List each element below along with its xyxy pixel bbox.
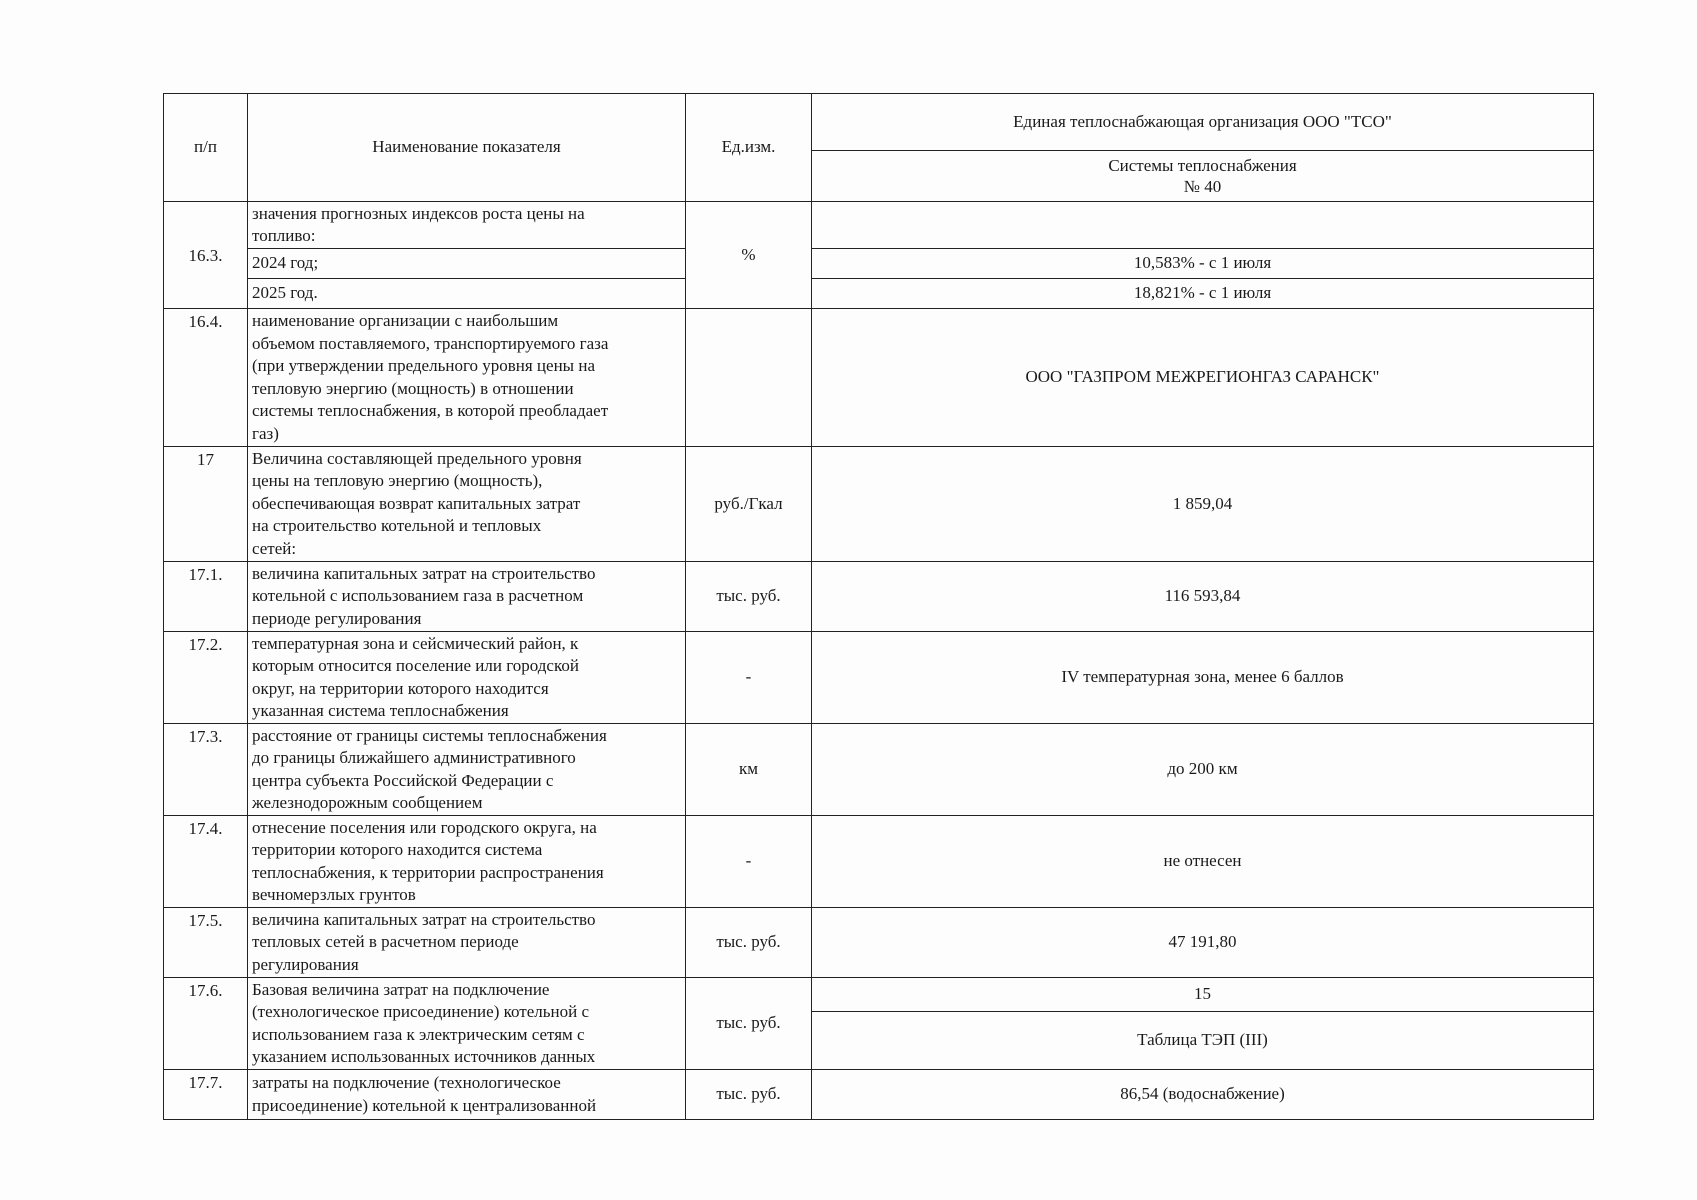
row-value: ООО "ГАЗПРОМ МЕЖРЕГИОНГАЗ САРАНСК" xyxy=(812,309,1594,447)
row-name-line: центра субъекта Российской Федерации с xyxy=(252,770,554,790)
table-row-17 xyxy=(164,447,1594,562)
row-num: 17.2. xyxy=(164,632,248,724)
row-unit: тыс. руб. xyxy=(686,1070,812,1120)
row-name-line: системы теплоснабжения, в которой преобладает xyxy=(252,401,609,420)
row-name-line: отнесение поселения или городского округа, на xyxy=(252,817,597,837)
row-name-line: газ) xyxy=(252,423,279,443)
row-value: 47 191,80 xyxy=(812,908,1594,978)
row-name-line: сетей: xyxy=(252,538,297,558)
row-name xyxy=(248,202,686,249)
table-row-16-3b xyxy=(164,249,1594,279)
row-num: 17.3. xyxy=(164,724,248,816)
header-name: Наименование показателя xyxy=(248,94,686,202)
row-num: 16.3. xyxy=(164,202,248,309)
row-name-line: указанная система теплоснабжения xyxy=(252,701,509,720)
row-name-line: затраты на подключение (технологическое xyxy=(252,1073,561,1092)
row-value: 86,54 (водоснабжение) xyxy=(812,1070,1594,1120)
row-name-line: использованием газа к электрическим сетям с xyxy=(252,1024,585,1044)
row-unit: тыс. руб. xyxy=(686,978,812,1070)
row-num: 17.7. xyxy=(164,1070,248,1120)
row-name-line: наименование организации с наибольшим xyxy=(252,311,559,330)
row-value xyxy=(812,202,1594,249)
table-row-17-1 xyxy=(164,562,1594,632)
row-value: до 200 км xyxy=(812,724,1594,816)
row-name-line: котельной с использованием газа в расчетном xyxy=(252,586,584,606)
table-row-17-4 xyxy=(164,816,1594,908)
row-num: 17.4. xyxy=(164,816,248,908)
row-name-line: (технологическое присоединение) котельной с xyxy=(252,1002,589,1021)
row-value: 116 593,84 xyxy=(812,562,1594,632)
table-row-17-5 xyxy=(164,908,1594,978)
row-name xyxy=(248,562,686,632)
row-name-line: Величина составляющей предельного уровня xyxy=(252,448,582,468)
table-row-17-3 xyxy=(164,724,1594,816)
row-unit: тыс. руб. xyxy=(686,908,812,978)
row-name-line: величина капитальных затрат на строительство xyxy=(252,909,596,929)
table-row-16-3a xyxy=(164,202,1594,249)
row-value: 15 xyxy=(812,978,1594,1012)
header-system-line1: Системы теплоснабжения xyxy=(1108,156,1297,175)
row-name-line: периоде регулирования xyxy=(252,608,422,628)
row-num: 17.1. xyxy=(164,562,248,632)
row-name xyxy=(248,1070,686,1120)
row-unit: руб./Гкал xyxy=(686,447,812,562)
row-unit: - xyxy=(686,816,812,908)
table-header-row xyxy=(164,94,1594,151)
row-value: 10,583% - с 1 июля xyxy=(812,249,1594,279)
row-num: 17.6. xyxy=(164,978,248,1070)
row-name-line: на строительство котельной и тепловых xyxy=(252,516,542,536)
table-row-16-3c xyxy=(164,279,1594,309)
row-unit: тыс. руб. xyxy=(686,562,812,632)
row-name-line: до границы ближайшего административного xyxy=(252,748,576,767)
row-name-line: значения прогнозных индексов роста цены на xyxy=(252,203,585,223)
table-row-17-6a xyxy=(164,978,1594,1012)
row-name-line: округ, на территории которого находится xyxy=(252,678,549,698)
row-name-line: территории которого находится система xyxy=(252,840,543,859)
header-organization: Единая теплоснабжающая организация ООО "ТСО" xyxy=(812,94,1594,151)
table-row-17-2 xyxy=(164,632,1594,724)
row-unit: км xyxy=(686,724,812,816)
row-name xyxy=(248,724,686,816)
row-num: 17 xyxy=(164,447,248,562)
header-num: п/п xyxy=(164,94,248,202)
header-system xyxy=(812,151,1594,202)
row-name xyxy=(248,447,686,562)
row-value: 18,821% - с 1 июля xyxy=(812,279,1594,309)
row-value: 1 859,04 xyxy=(812,447,1594,562)
row-name-line: вечномерзлых грунтов xyxy=(252,885,416,904)
row-name xyxy=(248,978,686,1070)
row-name-line: теплоснабжения, к территории распространения xyxy=(252,862,604,882)
row-unit xyxy=(686,309,812,447)
row-unit: - xyxy=(686,632,812,724)
row-name-line: регулирования xyxy=(252,954,359,974)
row-name-line: цены на тепловую энергию (мощность), xyxy=(252,471,543,491)
row-name-line: температурная зона и сейсмический район, к xyxy=(252,633,579,653)
row-name xyxy=(248,632,686,724)
table-row-17-7 xyxy=(164,1070,1594,1120)
row-name-line: обеспечивающая возврат капитальных затрат xyxy=(252,493,581,513)
row-name-line: присоединение) котельной к централизованной xyxy=(252,1095,597,1115)
row-name-line: которым относится поселение или городской xyxy=(252,656,579,675)
row-name-line: указанием использованных источников данных xyxy=(252,1047,596,1066)
table-row-16-4 xyxy=(164,309,1594,447)
row-name-line: тепловых сетей в расчетном периоде xyxy=(252,932,519,952)
row-name xyxy=(248,816,686,908)
row-name xyxy=(248,309,686,447)
row-name: 2025 год. xyxy=(248,279,686,309)
header-system-line2: № 40 xyxy=(1183,177,1222,196)
row-name-line: (при утверждении предельного уровня цены на xyxy=(252,356,595,375)
row-name-line: железнодорожным сообщением xyxy=(252,793,483,812)
row-name-line: топливо: xyxy=(252,226,316,245)
header-unit: Ед.изм. xyxy=(686,94,812,202)
row-name xyxy=(248,908,686,978)
row-name-line: Базовая величина затрат на подключение xyxy=(252,979,550,999)
row-name-line: объемом поставляемого, транспортируемого газа xyxy=(252,333,609,353)
row-value: Таблица ТЭП (III) xyxy=(812,1012,1594,1070)
row-value: не отнесен xyxy=(812,816,1594,908)
row-unit: % xyxy=(686,202,812,309)
row-name-line: расстояние от границы системы теплоснабжения xyxy=(252,725,607,745)
row-value: IV температурная зона, менее 6 баллов xyxy=(812,632,1594,724)
tep-table xyxy=(163,93,1594,1120)
row-name-line: величина капитальных затрат на строительство xyxy=(252,563,596,583)
row-name-line: тепловую энергию (мощность) в отношении xyxy=(252,378,574,398)
row-num: 17.5. xyxy=(164,908,248,978)
row-name: 2024 год; xyxy=(248,249,686,279)
row-num: 16.4. xyxy=(164,309,248,447)
